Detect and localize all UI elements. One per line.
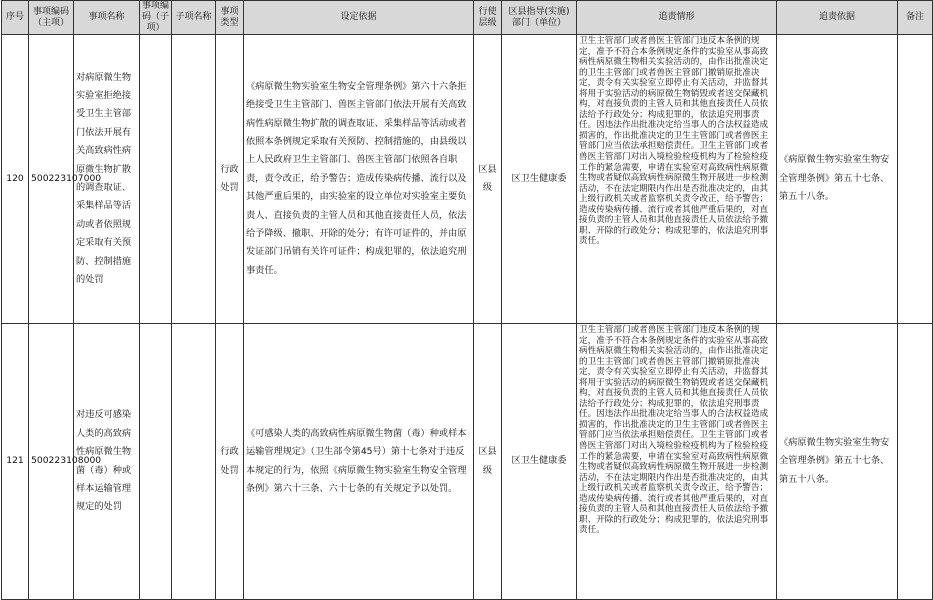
cell-subname — [172, 35, 216, 324]
cell-code: 500223107000 — [29, 35, 74, 324]
header-seq: 序号 — [2, 1, 29, 35]
cell-liability: 卫生主管部门或者兽医主管部门违反本条例的规定，准予不符合本条例规定条件的实验室从事高致病性病原微生物相关实验活动的，由作出批准决定的卫生主管部门或者兽医主管部门撤销原批准决定，责令有关实验室立即停止有关活动，并监督其将用于实验活动的病原微生物销毁或者送交保藏机构，对直接负责的主管人员和其他直接责任人员依法给予行政处分；构成犯罪的，依法追究刑事责任。因违法作出批准决定给当事人的合法权益造成损害的，作出批准决定的卫生主管部门或者兽医主管部门应当依法承担赔偿责任。卫生主管部门或者兽医主管部门对出入境检验检疫机构为了检验检疫工作的紧急需要，申请在实验室对高致病性病原微生物或者疑似高致病性病原微生物开展进一步检测活动，不在法定期限内作出是否批准决定的，由其上级行政机关或者监察机关责令改正，给予警告；造成传染病传播、流行或者其他严重后果的，对直接负责的主管人员和其他直接责任人员依法给予撤职、开除的行政处分；构成犯罪的，依法追究刑事责任。 — [577, 35, 777, 324]
cell-dept: 区卫生健康委 — [502, 35, 577, 324]
cell-subcode — [140, 324, 172, 600]
cell-liability-basis: 《病原微生物实验室生物安全管理条例》第五十七条、第五十八条。 — [777, 324, 898, 600]
cell-liability-basis: 《病原微生物实验室生物安全管理条例》第五十七条、第五十八条。 — [777, 35, 898, 324]
header-subcode: 事项编码（子项） — [140, 1, 172, 35]
cell-seq: 121 — [2, 324, 29, 600]
header-name: 事项名称 — [74, 1, 140, 35]
cell-name: 对违反可感染人类的高致病性病原微生物菌（毒）种或样本运输管理规定的处罚 — [74, 324, 140, 600]
header-note: 备注 — [898, 1, 933, 35]
cell-name: 对病原微生物实验室拒绝接受卫生主管部门依法开展有关高致病性病原微生物扩散的调查取证、采集样品等活动或者依照规定采取有关预防、控制措施的处罚 — [74, 35, 140, 324]
header-row — [2, 1, 933, 35]
responsibility-table — [1, 0, 933, 600]
table-row — [2, 35, 933, 324]
cell-note — [898, 324, 933, 600]
header-code: 事项编码（主项） — [29, 1, 74, 35]
header-liability-basis: 追责依据 — [777, 1, 898, 35]
header-basis: 设定依据 — [244, 1, 474, 35]
table-row — [2, 324, 933, 600]
cell-type: 行政处罚 — [216, 35, 244, 324]
cell-seq: 120 — [2, 35, 29, 324]
header-type: 事项类型 — [216, 1, 244, 35]
cell-subname — [172, 324, 216, 600]
cell-note — [898, 35, 933, 324]
cell-level: 区县级 — [474, 35, 502, 324]
cell-basis: 《可感染人类的高致病性病原微生物菌（毒）种或样本运输管理规定》（卫生部令第45号）第十七条对于违反本规定的行为，依照《病原微生物实验室生物安全管理条例》第六十三条、六十七条的有关规定予以处罚。 — [244, 324, 474, 600]
cell-code: 500223108000 — [29, 324, 74, 600]
cell-basis: 《病原微生物实验室生物安全管理条例》第六十六条拒绝接受卫生主管部门、兽医主管部门依法开展有关高致病性病原微生物扩散的调查取证、采集样品等活动或者依照本条例规定采取有关预防、控制措施的，由县级以上人民政府卫生主管部门、兽医主管部门依照各自职责，责令改正，给予警告；造成传染病传播、流行以及其他严重后果的，由实验室的设立单位对实验室主要负责人、直接负责的主管人员和其他直接责任人员，依法给予降级、撤职、开除的处分；有许可证件的，并由原发证部门吊销有关许可证件；构成犯罪的，依法追究刑事责任。 — [244, 35, 474, 324]
header-subname: 子项名称 — [172, 1, 216, 35]
cell-type: 行政处罚 — [216, 324, 244, 600]
header-level: 行使层级 — [474, 1, 502, 35]
header-dept: 区县指导(实施)部门（单位） — [502, 1, 577, 35]
cell-liability: 卫生主管部门或者兽医主管部门违反本条例的规定，准予不符合本条例规定条件的实验室从事高致病性病原微生物相关实验活动的，由作出批准决定的卫生主管部门或者兽医主管部门撤销原批准决定，责令有关实验室立即停止有关活动，并监督其将用于实验活动的病原微生物销毁或者送交保藏机构，对直接负责的主管人员和其他直接责任人员依法给予行政处分；构成犯罪的，依法追究刑事责任。因违法作出批准决定给当事人的合法权益造成损害的，作出批准决定的卫生主管部门或者兽医主管部门应当依法承担赔偿责任。卫生主管部门或者兽医主管部门对出入境检验检疫机构为了检验检疫工作的紧急需要，申请在实验室对高致病性病原微生物或者疑似高致病性病原微生物开展进一步检测活动，不在法定期限内作出是否批准决定的，由其上级行政机关或者监察机关责令改正，给予警告；造成传染病传播、流行或者其他严重后果的，对直接负责的主管人员和其他直接责任人员依法给予撤职、开除的行政处分；构成犯罪的，依法追究刑事责任。 — [577, 324, 777, 600]
header-liability: 追责情形 — [577, 1, 777, 35]
cell-subcode — [140, 35, 172, 324]
cell-dept: 区卫生健康委 — [502, 324, 577, 600]
cell-level: 区县级 — [474, 324, 502, 600]
